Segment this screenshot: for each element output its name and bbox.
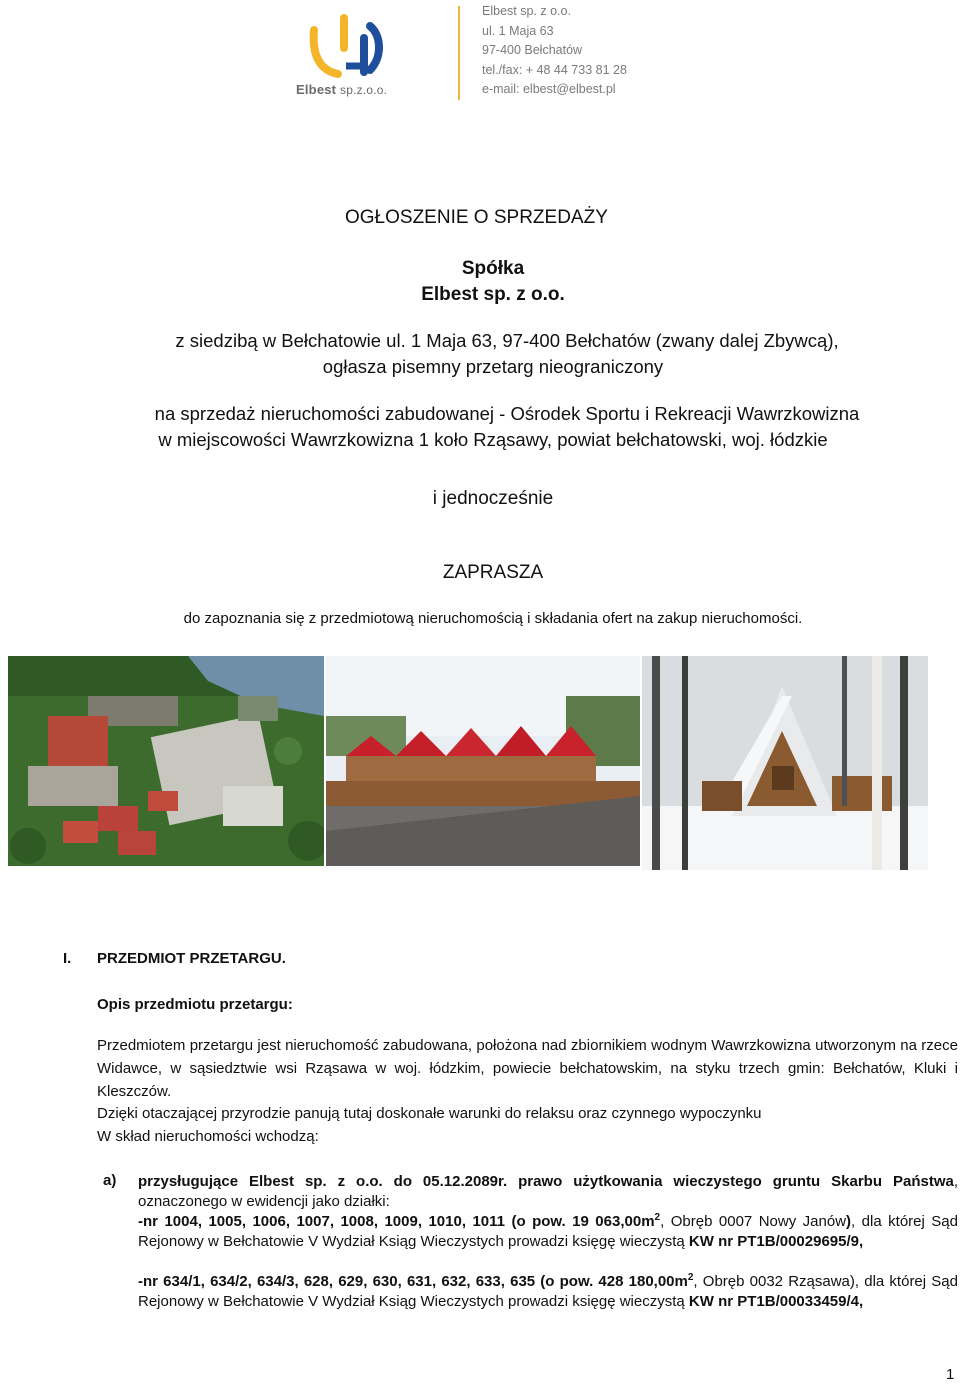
page-number: 1 — [946, 1366, 955, 1383]
address-line: ul. 1 Maja 63 — [482, 23, 554, 38]
contents-intro: W skład nieruchomości wchodzą: — [97, 1128, 319, 1145]
invite-heading: ZAPRASZA — [442, 562, 544, 583]
also-line: i jednocześnie — [432, 488, 554, 509]
list-marker: a) — [103, 1172, 117, 1189]
company-name: Elbest sp. z o.o. — [421, 284, 565, 305]
tender-line: ogłasza pisemny przetarg nieograniczony — [322, 356, 664, 377]
company-label: Spółka — [461, 258, 525, 279]
red-roof-cabins-photo — [326, 656, 640, 866]
page-title: OGŁOSZENIE O SPRZEDAŻY — [345, 207, 608, 228]
location-line: w miejscowości Wawrzkowizna 1 koło Rząsawy, powiat bełchatowski, woj. łódzkie — [158, 429, 828, 450]
address-line: 97-400 Bełchatów — [482, 43, 583, 57]
company-address — [482, 2, 627, 100]
section-subtitle: Opis przedmiotu przetargu: — [97, 996, 293, 1013]
list-item: -nr 1004, 1005, 1006, 1007, 1008, 1009, 1010, 1011 (o pow. 19 $063,00m^2$, Obręb 0007 Nowy Janów), dla której Sąd Rejonowy w Bełchatowie V Wydział Ksiąg Wieczystych prowadzi księgę wieczystą KW nr PT1B/00029695/9, — [138, 1212, 958, 1250]
logo-wordmark: Elbest sp.z.o.o. — [296, 82, 388, 97]
description-paragraph: Przedmiotem przetargu jest nieruchomość zabudowana, położona nad zbiornikiem wodnym Wawrzkowizna utworzonym na rzece Widawce, w sąsiedztwie wsi Rząsawa w woj. łódzkim, powiecie bełchatowskim, na styku trzech gmin: Bełchatów, Kluki i Kleszczów. — [97, 1037, 958, 1100]
address-line: tel./fax: + 48 44 733 81 28 — [482, 62, 627, 77]
section-title: PRZEDMIOT PRZETARGU. — [97, 950, 286, 967]
property-line: na sprzedaż nieruchomości zabudowanej - Ośrodek Sportu i Rekreacji Wawrzkowizna — [154, 403, 860, 424]
seat-line: z siedzibą w Bełchatowie ul. 1 Maja 63, 97-400 Bełchatów (zwany dalej Zbywcą), — [175, 330, 839, 351]
nature-paragraph: Dzięki otaczającej przyrodzie panują tutaj doskonałe warunki do relaksu oraz czynnego wypoczynku — [97, 1105, 762, 1122]
header-separator — [458, 6, 460, 100]
section-number: I. — [63, 950, 72, 967]
address-line: e-mail: elbest@elbest.pl — [482, 82, 616, 96]
list-item: -nr 634/1, 634/2, 634/3, 628, 629, 630, 631, 632, 633, 635 (o pow. 428 $180,00m^2$, Obręb 0032 Rząsawa), dla której Sąd Rejonowy w Bełchatowie V Wydział Ksiąg Wieczystych prowadzi księgę wieczystą KW nr PT1B/00033459/4, — [138, 1272, 958, 1310]
list-item: przysługujące Elbest sp. z o.o. do 05.12.2089r. prawo użytkowania wieczystego gruntu Skarbu Państwa, oznaczonego w ewidencji jako działki: — [138, 1173, 958, 1210]
winter-cabin-photo — [642, 656, 928, 870]
aerial-resort-photo — [8, 656, 324, 866]
address-line: Elbest sp. z o.o. — [482, 4, 571, 18]
invite-text: do zapoznania się z przedmiotową nieruchomością i składania ofert na zakup nieruchomości. — [183, 610, 803, 627]
